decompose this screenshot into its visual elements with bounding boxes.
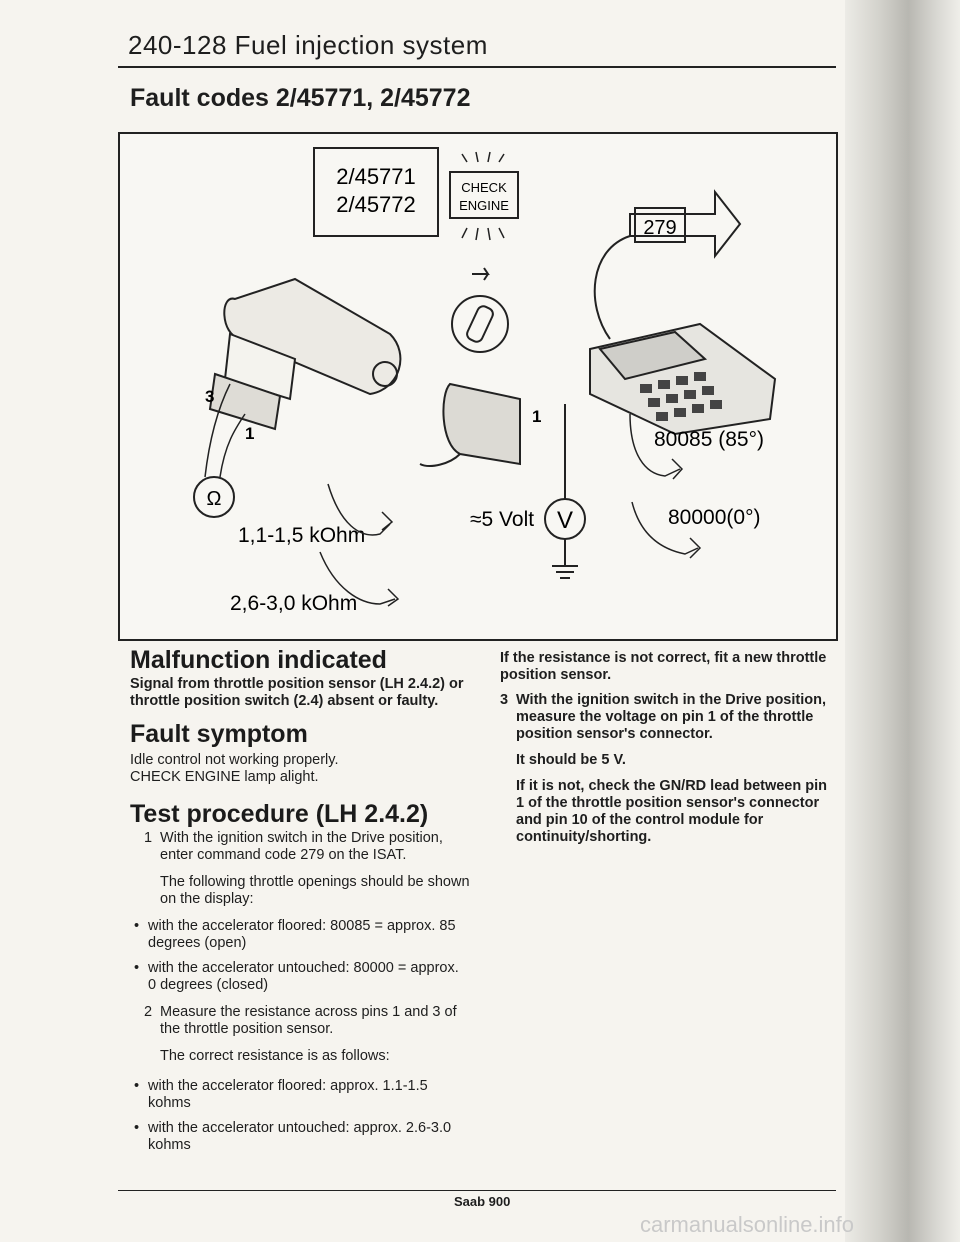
watermark: carmanualsonline.info bbox=[640, 1212, 855, 1237]
step-2-text: Measure the resistance across pins 1 and 3 of the throttle position sensor. bbox=[160, 1004, 457, 1037]
fit-new-sensor-text: If the resistance is not correct, fit a new throttle position sensor. bbox=[500, 650, 827, 683]
step-1-bullet-2: with the accelerator untouched: 80000 = approx. 0 degrees (closed) bbox=[148, 960, 459, 993]
bullet-icon: • bbox=[134, 1120, 140, 1136]
pin-label-1: 1 bbox=[245, 424, 255, 443]
check-engine-lamp-icon bbox=[450, 152, 518, 240]
symptom-line-2: CHECK ENGINE lamp alight. bbox=[130, 769, 319, 785]
step-number: 1 bbox=[144, 830, 153, 846]
step-number: 2 bbox=[144, 1004, 153, 1020]
step-3-text: With the ignition switch in the Drive position, measure the voltage on pin 1 of the throttle position sensor's connector. bbox=[516, 692, 827, 742]
ignition-switch-icon bbox=[452, 268, 508, 352]
ohm-symbol: Ω bbox=[206, 488, 222, 510]
resistance-untouched: 2,6-3,0 kOhm bbox=[230, 592, 358, 615]
header-divider bbox=[118, 66, 836, 68]
fault-code-2: 2/45772 bbox=[336, 192, 416, 217]
bullet-icon: • bbox=[134, 1078, 140, 1094]
step-2-note: The correct resistance is as follows: bbox=[160, 1048, 390, 1064]
footer-divider bbox=[118, 1190, 836, 1191]
isat-code-arrow-icon bbox=[595, 192, 740, 339]
sensor-connector-icon bbox=[420, 384, 520, 466]
ground-icon bbox=[552, 404, 578, 578]
throttle-position-sensor-icon bbox=[210, 279, 400, 429]
step-1-bullet-1: with the accelerator floored: 80085 = approx. 85 degrees (open) bbox=[148, 918, 456, 951]
step-1-note: The following throttle openings should be shown on the display: bbox=[160, 874, 470, 907]
bullet-icon: • bbox=[134, 960, 140, 976]
fault-symptom-heading: Fault symptom bbox=[130, 720, 308, 748]
malfunction-heading: Malfunction indicated bbox=[130, 646, 387, 674]
page-header: 240-128 Fuel injection system bbox=[128, 30, 488, 60]
malfunction-text: Signal from throttle position sensor (LH 2.4.2) or throttle position switch (2.4) absent or faulty. bbox=[130, 676, 464, 709]
engine-label: ENGINE bbox=[459, 198, 509, 213]
step-3-check: If it is not, check the GN/RD lead between pin 1 of the throttle position sensor's connector and pin 10 of the control module for continuity/shorting. bbox=[516, 778, 827, 845]
check-label: CHECK bbox=[461, 180, 507, 195]
test-procedure-heading: Test procedure (LH 2.4.2) bbox=[130, 800, 429, 828]
fault-code-1: 2/45771 bbox=[336, 164, 416, 189]
pin-label-3: 3 bbox=[205, 387, 215, 406]
display-untouched: 80000(0°) bbox=[668, 506, 761, 529]
voltage-label: ≈5 Volt bbox=[470, 508, 535, 531]
symptom-line-1: Idle control not working properly. bbox=[130, 752, 339, 768]
volt-symbol: V bbox=[556, 507, 574, 534]
footer-label: Saab 900 bbox=[454, 1194, 511, 1209]
step-1-text: With the ignition switch in the Drive position, enter command code 279 on the ISAT. bbox=[160, 830, 443, 863]
step-3-should: It should be 5 V. bbox=[516, 752, 626, 768]
step-2-bullet-1: with the accelerator floored: approx. 1.1-1.5 kohms bbox=[148, 1078, 428, 1111]
fault-codes-title: Fault codes 2/45771, 2/45772 bbox=[130, 84, 471, 112]
isat-tester-icon bbox=[590, 324, 775, 434]
diagnostic-figure bbox=[118, 132, 838, 641]
step-2-bullet-2: with the accelerator untouched: approx. 2.6-3.0 kohms bbox=[148, 1120, 452, 1153]
resistance-floored: 1,1-1,5 kOhm bbox=[238, 524, 366, 547]
connector-pin-1: 1 bbox=[532, 407, 542, 426]
step-number: 3 bbox=[500, 692, 509, 708]
isat-code: 279 bbox=[643, 217, 677, 239]
display-floored: 80085 (85°) bbox=[654, 428, 764, 451]
page-edge-shadow bbox=[845, 0, 960, 1242]
bullet-icon: • bbox=[134, 918, 140, 934]
